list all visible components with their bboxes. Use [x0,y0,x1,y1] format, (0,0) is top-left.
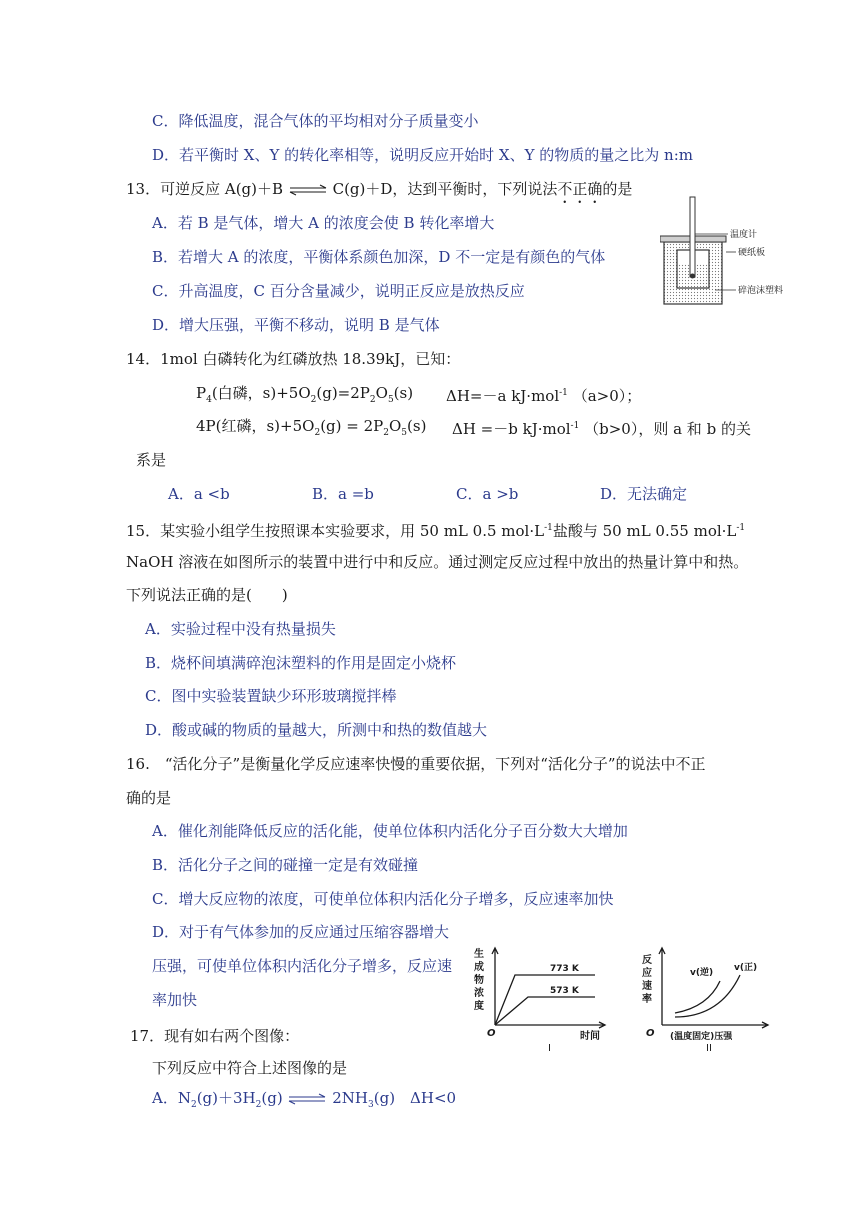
graph-i-label-573k: 573 K [550,986,579,996]
q15-option-c: C．图中实验装置缺少环形玻璃搅拌棒 [145,687,397,705]
board-label: 硬纸板 [738,248,766,258]
thermometer-label: 温度计 [730,230,758,240]
q14-equation-2-enthalpy: ΔH =－b kJ·mol$^{-1}$ （b>0），则 a 和 b 的关 [452,420,751,438]
graph-i-curve-773k [495,975,595,1025]
q17-stem: 17．现有如右两个图像： [130,1027,300,1045]
graph-i-ylabel [474,947,484,1012]
graph-ii-caption: II [706,1043,712,1054]
graph-i-xlabel: 时间 [580,1031,600,1042]
q16-option-d-line-2: 压强，可使单位体积内活化分子增多，反应速 [152,957,453,975]
q16-stem-line-1: 16. “活化分子”是衡量化学反应速率快慢的重要依据，下列对“活化分子”的说法中不正 [126,755,706,773]
svg-text:度: 度 [474,1001,484,1012]
graph-ii-ylabel [642,953,652,1005]
svg-text:率: 率 [642,994,652,1005]
q14-option-b: B．a =b [312,485,374,503]
q17-substem: 下列反应中符合上述图像的是 [152,1059,348,1077]
calorimeter-figure [660,192,820,317]
reversible-arrow-icon [287,1093,327,1105]
q15-stem-line-3: 下列说法正确的是( ) [126,586,288,604]
graph-i-concentration-time [470,945,620,1055]
graph-i-origin: O [487,1028,496,1039]
q14-option-a: A．a <b [168,485,230,503]
graph-i-curve-573k [495,997,595,1025]
q13-option-b: B．若增大 A 的浓度，平衡体系颜色加深，D 不一定是有颜色的气体 [152,248,606,266]
graph-i-label-773k: 773 K [550,964,579,974]
q15-stem-line-2: NaOH 溶液在如图所示的装置中进行中和反应。通过测定反应过程中放出的热量计算中和热。 [126,553,749,571]
q14-option-d: D．无法确定 [600,485,688,503]
graph-i-caption: I [548,1043,551,1054]
q14-stem: 14．1mol 白磷转化为红磷放热 18.39kJ，已知： [126,350,461,368]
svg-text:成: 成 [474,962,484,973]
q13-option-d: D．增大压强，平衡不移动，说明 B 是气体 [152,316,440,334]
q15-option-d: D．酸或碱的物质的量越大，所测中和热的数值越大 [145,721,488,739]
svg-text:生: 生 [474,949,484,960]
q16-option-a: A．催化剂能降低反应的活化能，使单位体积内活化分子百分数大大增加 [152,822,628,840]
graph-ii-origin: O [646,1028,655,1039]
graph-ii-curve-reverse [675,981,720,1013]
q13-option-c: C．升高温度，C 百分含量减少，说明正反应是放热反应 [152,282,525,300]
svg-text:浓: 浓 [474,988,484,999]
q17-option-a: A．$N_2(g)+3H_2(g)$ $2NH_3(g)$ ΔH<0 [152,1089,457,1110]
q15-option-b: B．烧杯间填满碎泡沫塑料的作用是固定小烧杯 [145,654,457,672]
q16-option-c: C．增大反应物的浓度，可使单位体积内活化分子增多，反应速率加快 [152,890,614,908]
q16-option-d-line-1: D．对于有气体参加的反应通过压缩容器增大 [152,923,450,941]
q14-option-c: C．a >b [456,485,519,503]
graph-ii-rate-pressure [640,945,775,1055]
svg-text:速: 速 [642,981,652,992]
graph-ii-label-reverse: v(逆) [690,968,714,978]
reversible-arrow-icon [288,184,328,196]
svg-text:应: 应 [642,968,652,979]
q14-stem-continued: 系是 [136,451,167,469]
q12-option-c: C．降低温度，混合气体的平均相对分子质量变小 [152,112,479,130]
q14-equation-2: 4P(红磷，$s)+5O_2(g) = 2P_2O_5(s)$ [196,417,427,438]
q16-option-b: B．活化分子之间的碰撞一定是有效碰撞 [152,856,419,874]
q14-equation-1: $P_4$(白磷，$s)+5O_2(g)=2P_2O_5(s)$ [196,384,414,405]
q13-option-a: A．若 B 是气体，增大 A 的浓度会使 B 转化率增大 [152,214,495,232]
q15-stem-line-1: 15．某实验小组学生按照课本实验要求，用 50 mL 0.5 $mol\cdot L^{-1}$盐酸与 50 mL 0.55 $mol\cdot L^{-1}$ [126,522,746,540]
q13-stem: 13．可逆反应 A(g)＋B C(g)＋D，达到平衡时，下列说法不正确的是 [126,180,633,198]
q14-equation-1-enthalpy: ΔH=－a kJ·mol$^{-1}$ （a>0）； [446,387,642,405]
svg-text:物: 物 [474,975,484,986]
foam-label: 碎泡沫塑料 [738,286,784,296]
graph-ii-label-forward: v(正) [734,963,758,973]
q12-option-d: D．若平衡时 X、Y 的转化率相等，说明反应开始时 X、Y 的物质的量之比为 n:m [152,146,693,164]
svg-text:反: 反 [642,955,652,966]
q15-option-a: A．实验过程中没有热量损失 [145,620,336,638]
q16-option-d-line-3: 率加快 [152,991,198,1009]
graph-ii-xlabel: (温度固定)压强 [670,1032,733,1042]
q16-stem-line-2: 确的是 [126,789,172,807]
